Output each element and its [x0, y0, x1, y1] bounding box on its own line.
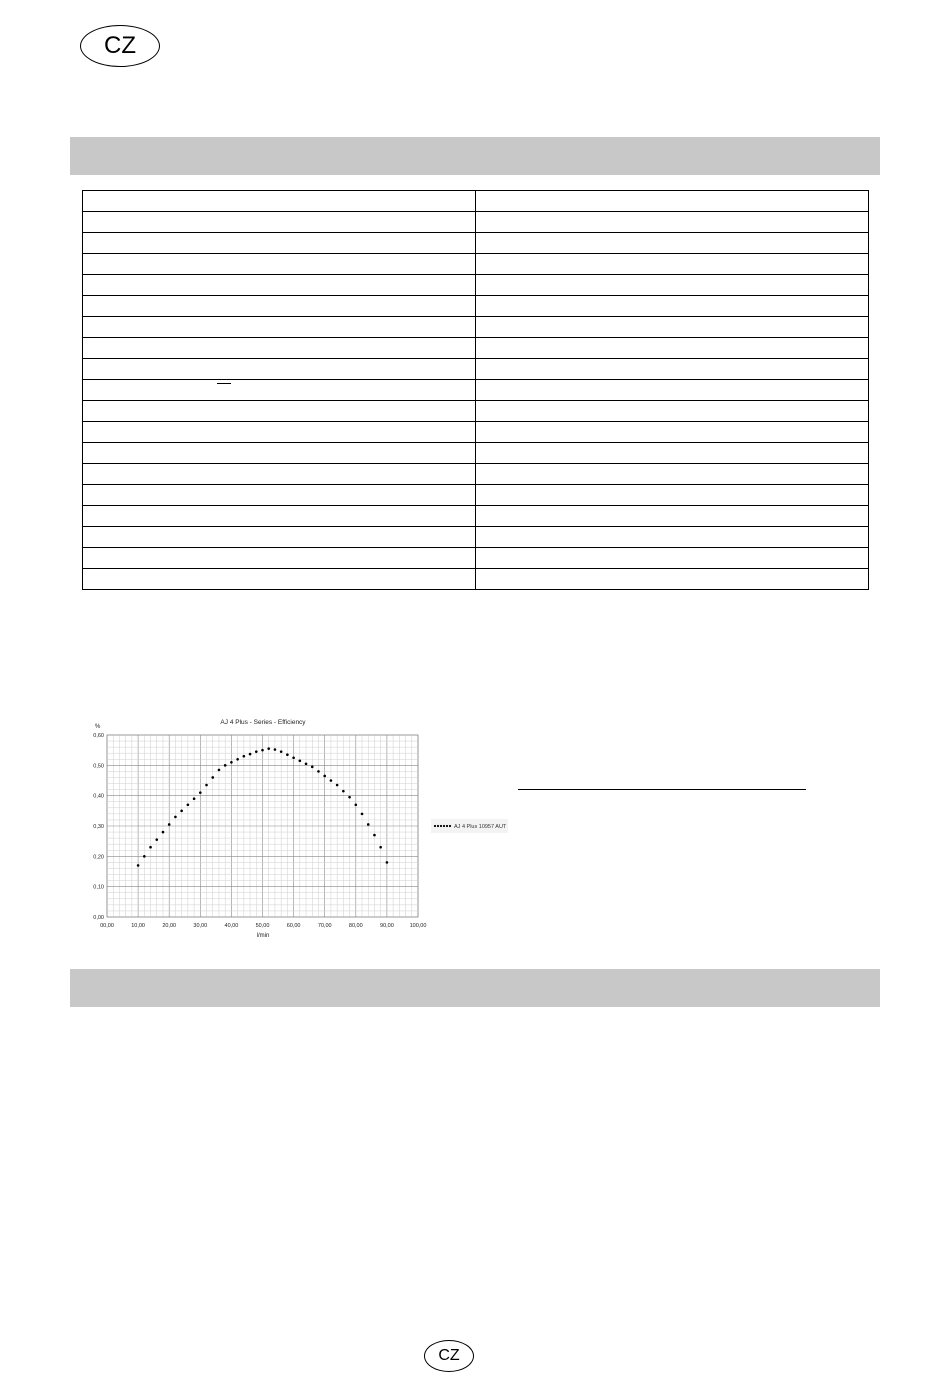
x-tick-label: 70,00: [317, 923, 332, 929]
table-cell: [83, 485, 476, 506]
data-point: [361, 813, 364, 816]
table-row: [83, 275, 869, 296]
data-point: [187, 803, 190, 806]
table-cell: [476, 569, 869, 590]
section-header-band: [70, 137, 880, 175]
x-tick-label: 00,00: [100, 923, 114, 929]
x-tick-label: 100,00: [409, 923, 427, 929]
data-point: [336, 784, 339, 787]
table-cell: [476, 527, 869, 548]
chart-grid: [107, 735, 418, 917]
table-cell: [83, 359, 476, 380]
table-row: [83, 380, 869, 401]
x-tick-label: 20,00: [162, 923, 177, 929]
footer-badge-cz: CZ: [424, 1340, 474, 1372]
data-point: [261, 749, 264, 752]
table-row: [83, 317, 869, 338]
table-cell: [83, 506, 476, 527]
data-point: [373, 834, 376, 837]
data-point: [211, 776, 214, 779]
table-cell: [83, 380, 476, 401]
table-cell: [476, 443, 869, 464]
table-cell: [476, 254, 869, 275]
x-tick-label: 90,00: [380, 923, 394, 929]
table-cell: [476, 212, 869, 233]
table-cell: [83, 338, 476, 359]
data-point: [274, 748, 277, 751]
data-point: [355, 803, 358, 806]
table-row: [83, 212, 869, 233]
table-cell: [83, 422, 476, 443]
table-cell: [476, 275, 869, 296]
data-point: [224, 764, 227, 767]
x-tick-label: 80,00: [348, 923, 363, 929]
data-point: [155, 838, 158, 841]
table-cell: [476, 191, 869, 212]
data-point: [305, 763, 308, 766]
language-badge-cz: CZ: [80, 25, 160, 67]
legend-marker: [443, 825, 445, 827]
data-point: [249, 753, 252, 756]
y-tick-label: 0,10: [93, 884, 104, 891]
table-mark: [217, 383, 231, 384]
table-row: [83, 569, 869, 590]
data-point: [174, 816, 177, 819]
data-point: [143, 855, 146, 858]
data-point: [280, 750, 283, 753]
table-cell: [83, 569, 476, 590]
table-cell: [83, 254, 476, 275]
data-point: [180, 810, 183, 813]
table-cell: [476, 506, 869, 527]
table-row: [83, 464, 869, 485]
table-row: [83, 548, 869, 569]
table-row: [83, 254, 869, 275]
x-tick-label: 40,00: [224, 923, 239, 929]
data-point: [323, 775, 326, 778]
section-header-band-2: [70, 969, 880, 1007]
table-cell: [83, 464, 476, 485]
table-row: [83, 422, 869, 443]
data-point: [205, 784, 208, 787]
spec-table: [82, 190, 869, 590]
table-row: [83, 506, 869, 527]
y-tick-label: 0,40: [93, 793, 104, 800]
data-point: [286, 753, 289, 756]
chart-legend: [431, 819, 508, 833]
table-row: [83, 233, 869, 254]
table-row: [83, 191, 869, 212]
table-cell: [476, 548, 869, 569]
data-point: [236, 758, 239, 761]
efficiency-chart: [80, 715, 510, 940]
legend-marker: [446, 825, 448, 827]
table-cell: [83, 233, 476, 254]
data-point: [299, 759, 302, 762]
x-tick-label: 30,00: [193, 923, 208, 929]
data-point: [367, 823, 370, 826]
data-point: [386, 861, 389, 864]
x-tick-label: 50,00: [255, 923, 270, 929]
legend-marker: [434, 825, 436, 827]
x-tick-label: 10,00: [131, 923, 145, 929]
table-cell: [83, 296, 476, 317]
x-axis-label: l/min: [256, 933, 270, 939]
legend-marker: [440, 825, 442, 827]
data-point: [317, 770, 320, 773]
table-cell: [83, 212, 476, 233]
data-point: [311, 766, 314, 769]
table-cell: [83, 401, 476, 422]
data-point: [162, 831, 165, 834]
table-cell: [476, 359, 869, 380]
data-point: [199, 791, 202, 794]
table-cell: [83, 443, 476, 464]
table-cell: [476, 296, 869, 317]
data-point: [218, 769, 221, 772]
y-tick-label: 0,20: [93, 854, 104, 861]
table-row: [83, 359, 869, 380]
data-point: [137, 864, 140, 867]
data-point: [330, 779, 333, 782]
data-point: [230, 761, 233, 764]
table-cell: [83, 317, 476, 338]
data-point: [379, 846, 382, 849]
data-point: [243, 755, 246, 758]
table-cell: [476, 401, 869, 422]
table-cell: [476, 464, 869, 485]
legend-label: AJ 4 Plus 10957 AUT: [454, 824, 507, 830]
legend-marker: [437, 825, 439, 827]
table-row: [83, 296, 869, 317]
chart-svg: [80, 715, 510, 940]
data-point: [255, 750, 258, 753]
x-tick-label: 60,00: [286, 923, 301, 929]
table-cell: [83, 548, 476, 569]
table-cell: [476, 317, 869, 338]
y-tick-label: 0,00: [93, 915, 104, 921]
table-cell: [83, 275, 476, 296]
table-cell: [476, 338, 869, 359]
chart-title: AJ 4 Plus - Series - Efficiency: [220, 719, 306, 726]
table-row: [83, 527, 869, 548]
data-point: [342, 790, 345, 793]
table-cell: [476, 233, 869, 254]
y-tick-label: 0,30: [93, 824, 104, 830]
data-point: [149, 846, 152, 849]
table-cell: [476, 422, 869, 443]
y-tick-label: 0,60: [93, 733, 104, 739]
data-point: [267, 747, 270, 750]
y-axis-label: %: [95, 724, 101, 730]
y-tick-label: 0,50: [93, 763, 104, 770]
table-row: [83, 443, 869, 464]
table-row: [83, 338, 869, 359]
table-cell: [83, 191, 476, 212]
legend-marker: [449, 825, 451, 827]
table-cell: [476, 380, 869, 401]
table-cell: [476, 485, 869, 506]
table-row: [83, 401, 869, 422]
data-point: [193, 797, 196, 800]
table-cell: [83, 527, 476, 548]
data-point: [348, 796, 351, 799]
underline-rule: [518, 789, 806, 790]
data-point: [292, 756, 295, 759]
table-row: [83, 485, 869, 506]
data-point: [168, 823, 171, 826]
